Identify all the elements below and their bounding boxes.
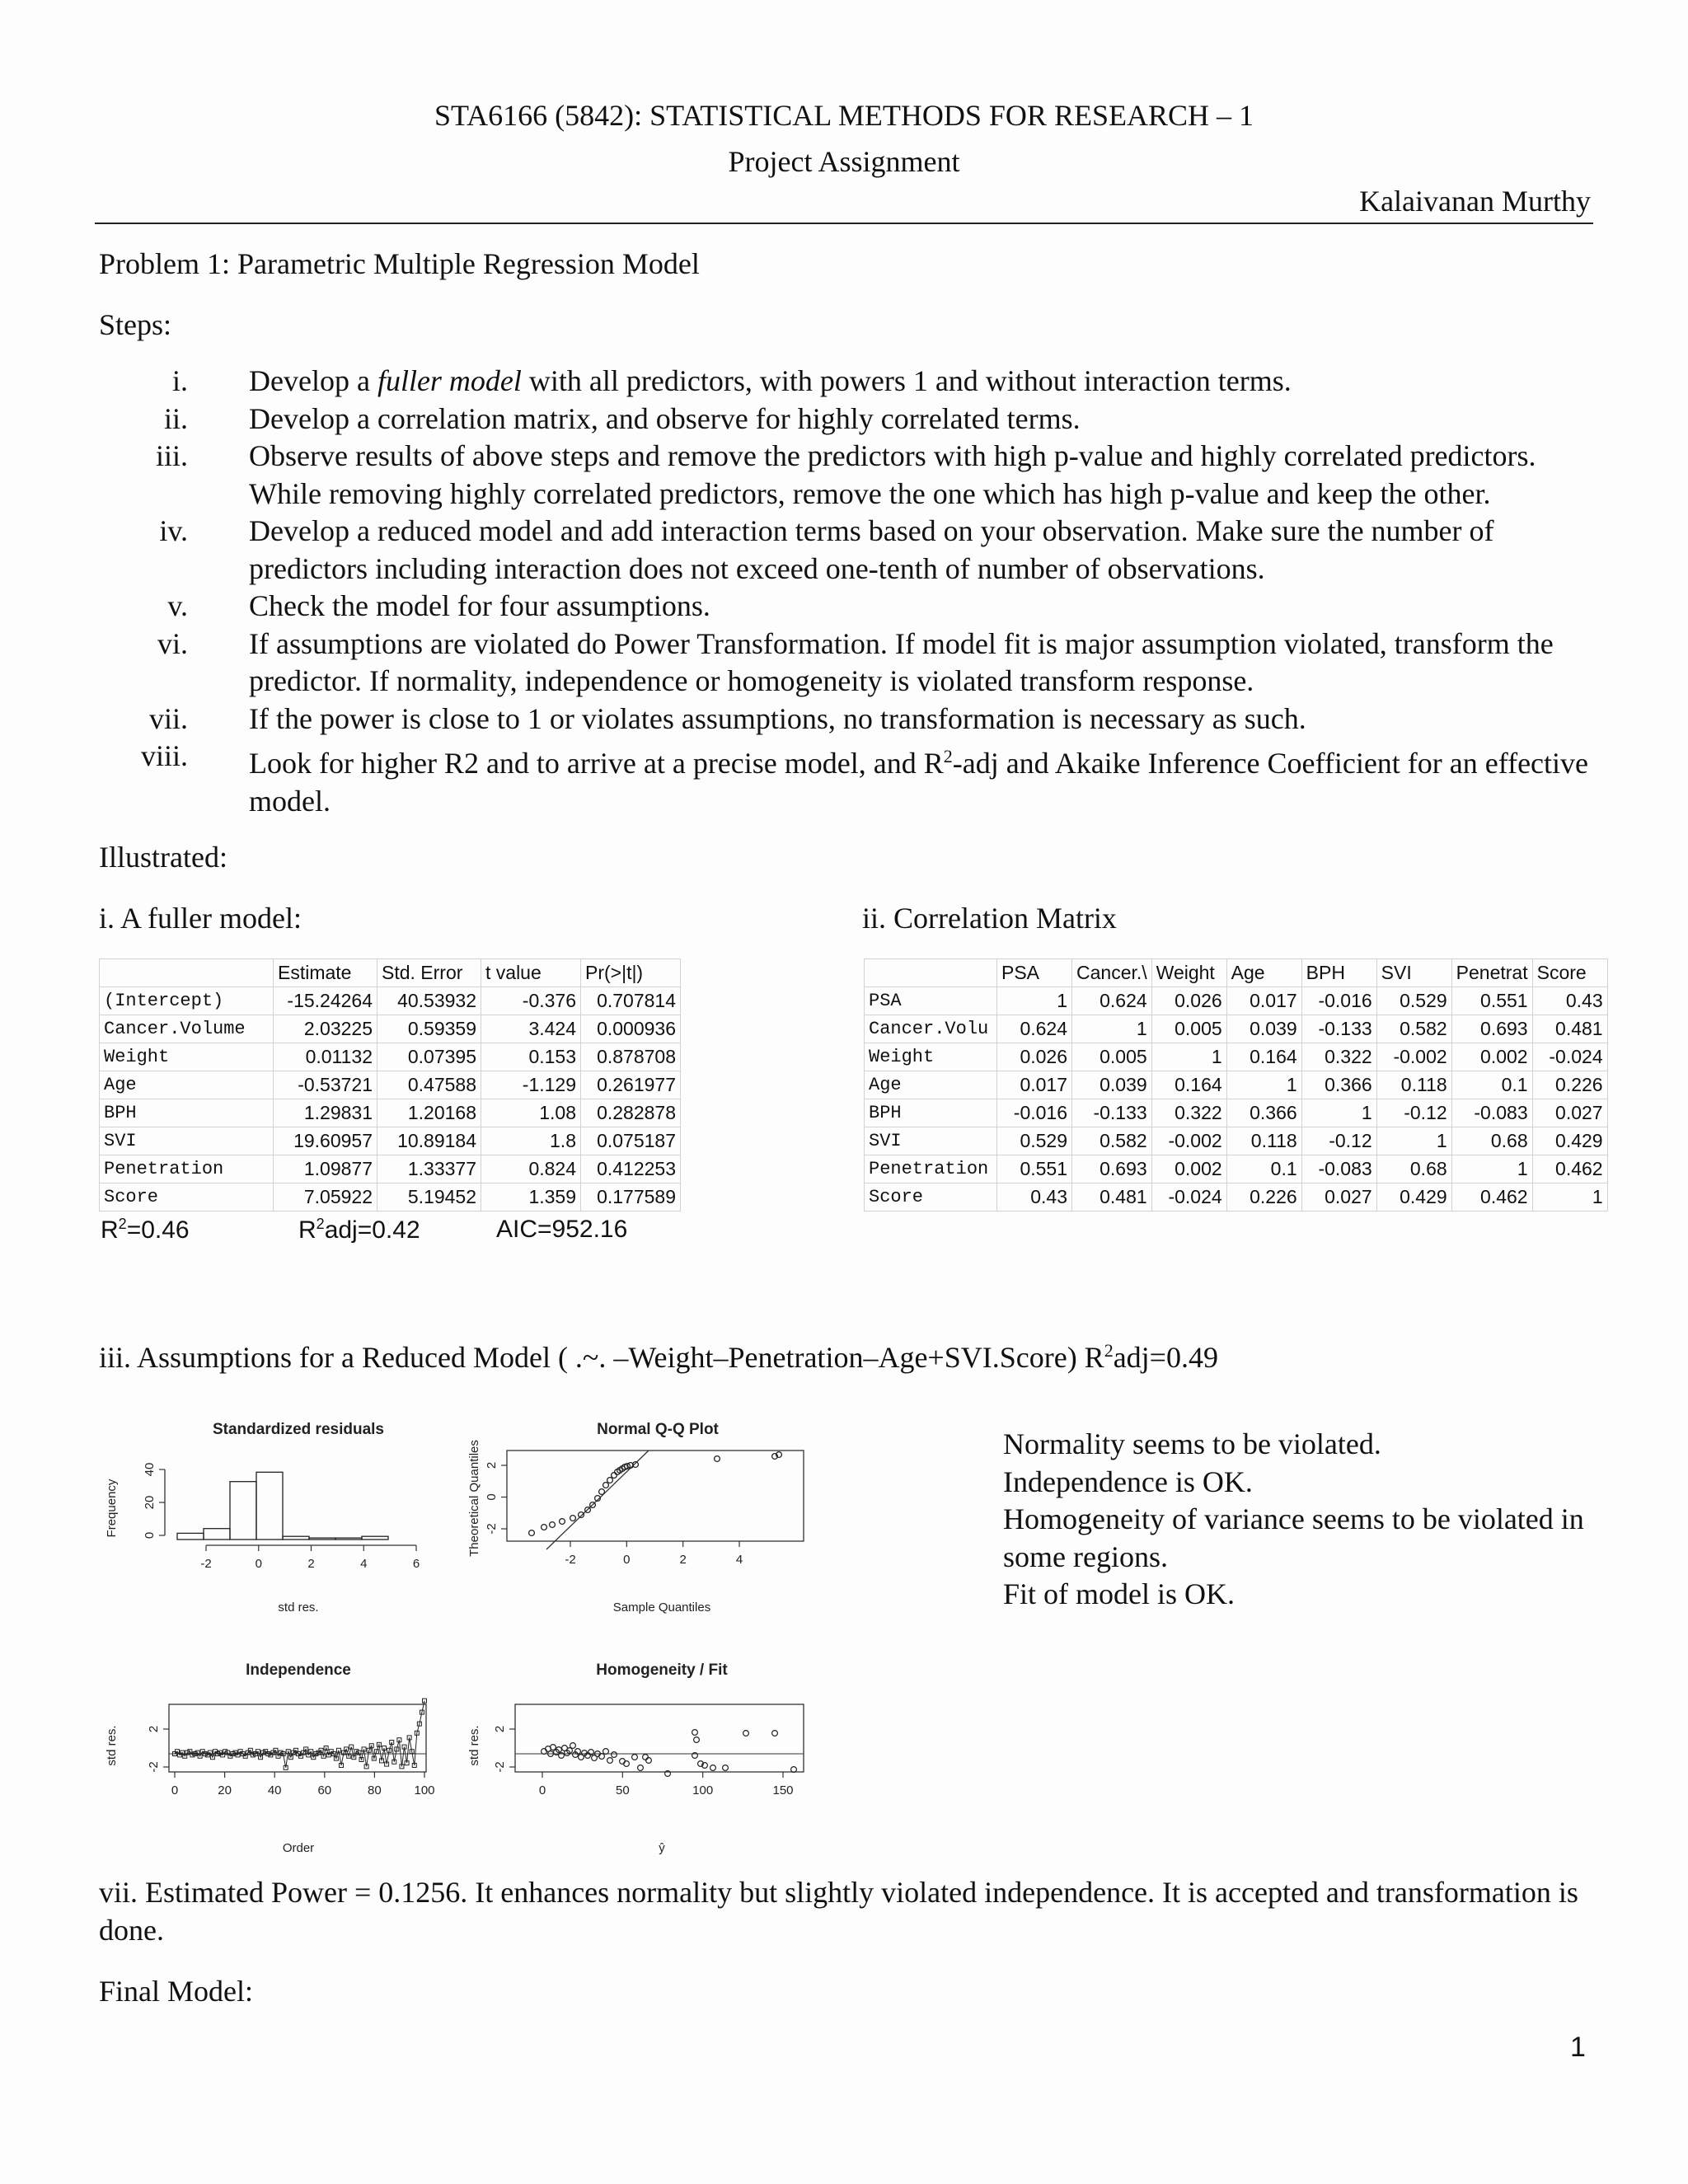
x-tick-label: 0 [538,1783,546,1797]
table-cell: 0.01132 [274,1043,377,1071]
hist-bar [177,1533,204,1540]
table-cell: 0.824 [481,1155,581,1183]
step-item: iii. Observe results of above steps and remove the predictors with high p-value and highly correlated predictors. While removing highly correlated predictors, remove the one which has high p-value and keep the other. [155,439,1536,510]
qq-point [715,1456,720,1462]
row-label: Score [100,1183,274,1212]
row-label: Weight [865,1043,997,1071]
table-cell: 0.878708 [581,1043,681,1071]
table-row [100,1071,681,1099]
table-cell: -0.53721 [274,1071,377,1099]
table-header-row: PSA Cancer.\ Weight Age BPH SVI Penetrat Score [865,959,1608,987]
table-row [100,1127,681,1155]
r2-value: $R^2=0.46$ [101,1216,190,1244]
table-cell: 0.693 [1451,1015,1532,1043]
y-tick-label: 20 [143,1495,157,1510]
homog-point [694,1737,700,1743]
table-cell: 0.707814 [581,987,681,1015]
steps-list [99,363,1599,820]
table-cell: 0.462 [1532,1155,1607,1183]
table-cell: 0.002 [1151,1155,1226,1183]
x-tick-label: 60 [317,1783,332,1797]
header-rule [95,223,1593,224]
table-cell: -0.083 [1451,1099,1532,1127]
table-cell: 0.59359 [377,1015,481,1043]
row-label: Penetration [865,1155,997,1183]
fuller-model-heading: i. A fuller model: [99,902,302,935]
table-cell: 0.005 [1072,1043,1152,1071]
table-header-row: Estimate Std. Error t value Pr(>|t|) [100,959,681,987]
y-tick-label: 0 [143,1531,157,1540]
x-tick-label: 50 [615,1783,630,1797]
y-tick-label: 2 [493,1725,507,1733]
observation-line: Independence is OK. [1003,1465,1253,1498]
table-cell: 0.68 [1376,1155,1451,1183]
table-cell: 0.693 [1072,1155,1152,1183]
table-cell: -0.016 [1301,987,1376,1015]
table-row [100,987,681,1015]
x-tick-label: 80 [368,1783,382,1797]
observation-line: Homogeneity of variance seems to be violated in some regions. [1003,1502,1584,1573]
homog-point [692,1730,698,1736]
table-cell: 1.8 [481,1127,581,1155]
table-cell: 0.226 [1532,1071,1607,1099]
table-cell: 0.529 [997,1127,1072,1155]
x-tick-label: -2 [200,1557,212,1571]
table-cell: 40.53932 [377,987,481,1015]
table-cell: 1.20168 [377,1099,481,1127]
table-cell: 0.164 [1151,1071,1226,1099]
table-cell: 0.322 [1301,1043,1376,1071]
qq-point [599,1489,605,1495]
table-cell: 0.118 [1376,1071,1451,1099]
table-row [100,1155,681,1183]
homog-ylabel: std res. [467,1725,481,1766]
observations [1003,1426,1613,1614]
table-cell: 0.153 [481,1043,581,1071]
table-cell: 0.68 [1451,1127,1532,1155]
hist-bar [256,1472,283,1540]
step-item: i. Develop a fuller model with all predictors, with powers 1 and without interaction terms. [171,364,1292,397]
hist-ylabel: Frequency [105,1479,119,1538]
final-model-label: Final Model: [99,1975,253,2008]
fuller-model-table [99,958,681,1212]
hist-bar [309,1538,335,1540]
homog-point [570,1743,576,1749]
table-cell: 0.002 [1451,1043,1532,1071]
step-item: vii. If the power is close to 1 or violates assumptions, no transformation is necessary as such. [148,701,1306,735]
table-cell: 0.075187 [581,1127,681,1155]
table-cell: 0.017 [1226,987,1301,1015]
y-tick-label: 2 [485,1461,499,1469]
table-cell: 2.03225 [274,1015,377,1043]
table-cell: 0.282878 [581,1099,681,1127]
table-cell: 1.33377 [377,1155,481,1183]
table-cell: 0.026 [997,1043,1072,1071]
table-cell: -0.002 [1376,1043,1451,1071]
table-cell: 1.359 [481,1183,581,1212]
row-label: Score [865,1183,997,1212]
x-tick-label: 40 [267,1783,282,1797]
x-tick-label: 2 [307,1557,315,1571]
table-cell: 0.412253 [581,1155,681,1183]
row-label: Weight [100,1043,274,1071]
table-cell: -15.24264 [274,987,377,1015]
row-label: Cancer.Volu [865,1015,997,1043]
table-cell: 0.027 [1301,1183,1376,1212]
table-cell: 1 [1226,1071,1301,1099]
homog-xlabel: ŷ [659,1841,665,1855]
y-tick-label: -2 [485,1523,499,1535]
table-cell: 0.1 [1451,1071,1532,1099]
table-cell: 1 [1451,1155,1532,1183]
step-item: vi. If assumptions are violated do Power Transformation. If model fit is major assumption violated, transform the predictor. If normality, independence or homogeneity is violated transform response. [157,626,1554,697]
homog-point [632,1755,638,1760]
x-tick-label: 4 [735,1553,743,1567]
table-cell: 10.89184 [377,1127,481,1155]
qq-ylabel: Theoretical Quantiles [467,1440,481,1557]
homog-point [612,1752,617,1758]
homog-point [646,1758,652,1764]
r2adj-value: $R^2adj=0.42$ [298,1216,420,1244]
homog-point [772,1731,778,1736]
table-cell: -1.129 [481,1071,581,1099]
row-label: BPH [100,1099,274,1127]
x-tick-label: 0 [255,1557,262,1571]
table-row [100,1183,681,1212]
indep-ylabel: std res. [105,1725,119,1766]
step-item: viii. Look for higher R2 and to arrive at a precise model, and $R^2$-adj and Akaike Inference Coefficient for an effective model. [140,739,1589,818]
table-row [100,1015,681,1043]
qq-point [570,1516,576,1521]
problem-heading: Problem 1: Parametric Multiple Regression Model [99,247,700,280]
table-cell: 1 [1301,1099,1376,1127]
table-row [865,1183,1608,1212]
qq-point [542,1525,547,1530]
hist-bar [230,1482,256,1540]
table-cell: 1.29831 [274,1099,377,1127]
table-cell: 0.429 [1376,1183,1451,1212]
x-tick-label: 100 [414,1783,435,1797]
table-cell: 0.017 [997,1071,1072,1099]
homog-title: Homogeneity / Fit [596,1661,728,1679]
illustrated-label: Illustrated: [99,841,227,874]
observation-line: Fit of model is OK. [1003,1577,1236,1610]
qq-point [603,1483,609,1488]
row-label: Age [865,1071,997,1099]
table-row [865,1071,1608,1099]
row-label: BPH [865,1099,997,1127]
table-cell: 5.19452 [377,1183,481,1212]
table-cell: -0.133 [1301,1015,1376,1043]
table-cell: 0.582 [1072,1127,1152,1155]
table-cell: -0.12 [1376,1099,1451,1127]
assumptions-heading: iii. Assumptions for a Reduced Model ( .~. –Weight–Penetration–Age+SVI.Score) $R^2adj=0.49$ [99,1340,1218,1374]
author: Kalaivanan Murthy [1359,185,1591,218]
table-cell: 0.551 [1451,987,1532,1015]
hist-axes [165,1469,416,1545]
table-cell: -0.12 [1301,1127,1376,1155]
table-cell: 0.429 [1532,1127,1607,1155]
homog-point [743,1731,749,1736]
x-tick-label: 2 [679,1553,687,1567]
table-cell: 1 [997,987,1072,1015]
table-cell: 0.481 [1532,1015,1607,1043]
table-cell: 0.177589 [581,1183,681,1212]
indep-xlabel: Order [282,1841,315,1855]
aic-value: AIC=952.16 [496,1216,628,1243]
x-tick-label: 6 [412,1557,420,1571]
table-cell: 0.529 [1376,987,1451,1015]
homog-point [723,1765,729,1771]
table-cell: 0.624 [1072,987,1152,1015]
row-label: Penetration [100,1155,274,1183]
hist-bar [283,1536,309,1540]
qq-point [607,1478,613,1483]
x-tick-label: -2 [565,1553,576,1567]
hist-title: Standardized residuals [212,1421,385,1438]
table-cell: 0.026 [1151,987,1226,1015]
table-row [100,1099,681,1127]
x-tick-label: 100 [692,1783,714,1797]
table-cell: 1.09877 [274,1155,377,1183]
row-label: SVI [100,1127,274,1155]
table-cell: 0.481 [1072,1183,1152,1212]
table-cell: 3.424 [481,1015,581,1043]
table-cell: 0.039 [1072,1071,1152,1099]
homog-point [710,1765,716,1771]
table-cell: 1 [1376,1127,1451,1155]
table-cell: 0.366 [1226,1099,1301,1127]
x-tick-label: 150 [772,1783,794,1797]
table-cell: -0.133 [1072,1099,1152,1127]
homog-point [643,1755,649,1760]
table-cell: 0.261977 [581,1071,681,1099]
table-row [865,1155,1608,1183]
y-tick-label: 40 [143,1462,157,1477]
table-cell: -0.016 [997,1099,1072,1127]
step-item: iv. Develop a reduced model and add interaction terms based on your observation. Make sure the number of predictors including interaction does not exceed one-tenth of number of observations. [159,514,1494,585]
table-cell: 0.582 [1376,1015,1451,1043]
steps-label: Steps: [99,308,172,341]
correlation-heading: ii. Correlation Matrix [862,902,1117,935]
homog-frame [515,1704,804,1772]
table-cell: 1 [1151,1043,1226,1071]
qq-point [550,1522,556,1528]
table-cell: -0.024 [1151,1183,1226,1212]
table-cell: 0.039 [1226,1015,1301,1043]
qq-point [560,1519,565,1525]
row-label: Cancer.Volume [100,1015,274,1043]
table-cell: 0.43 [1532,987,1607,1015]
x-tick-label: 0 [623,1553,631,1567]
table-cell: 1.08 [481,1099,581,1127]
y-tick-label: -2 [147,1761,161,1773]
table-cell: 0.551 [997,1155,1072,1183]
qq-xlabel: Sample Quantiles [612,1601,711,1615]
table-cell: 0.322 [1151,1099,1226,1127]
qq-point [579,1512,584,1518]
row-label: PSA [865,987,997,1015]
x-tick-label: 20 [218,1783,232,1797]
observation-line: Normality seems to be violated. [1003,1427,1381,1460]
y-tick-label: 0 [485,1493,499,1501]
page-number: 1 [1570,2032,1586,2063]
table-cell: 1 [1532,1183,1607,1212]
table-cell: -0.083 [1301,1155,1376,1183]
table-cell: -0.376 [481,987,581,1015]
table-cell: 19.60957 [274,1127,377,1155]
hist-bar [335,1538,362,1540]
table-cell: -0.002 [1151,1127,1226,1155]
table-row [865,1015,1608,1043]
course-title: STA6166 (5842): STATISTICAL METHODS FOR RESEARCH – 1 [434,99,1254,132]
table-cell: 0.000936 [581,1015,681,1043]
diagnostic-plots [95,1401,820,1863]
step-item: v. Check the model for four assumptions. [167,589,710,622]
table-cell: 0.1 [1226,1155,1301,1183]
row-label: SVI [865,1127,997,1155]
table-cell: 0.226 [1226,1183,1301,1212]
hist-bar [204,1529,230,1540]
row-label: (Intercept) [100,987,274,1015]
table-cell: 0.027 [1532,1099,1607,1127]
table-cell: 7.05922 [274,1183,377,1212]
table-row [865,1043,1608,1071]
hist-xlabel: std res. [278,1601,319,1615]
table-cell: 0.07395 [377,1043,481,1071]
homog-point [607,1758,613,1764]
table-row [865,1099,1608,1127]
power-text: vii. Estimated Power = 0.1256. It enhances normality but slightly violated independence. It is accepted and transformation is done. [99,1876,1578,1947]
table-row [865,1127,1608,1155]
x-tick-label: 0 [171,1783,179,1797]
table-cell: 0.118 [1226,1127,1301,1155]
table-cell: 0.005 [1151,1015,1226,1043]
table-cell: 0.43 [997,1183,1072,1212]
table-row [865,987,1608,1015]
table-cell: 0.366 [1301,1071,1376,1099]
table-cell: 0.164 [1226,1043,1301,1071]
row-label: Age [100,1071,274,1099]
indep-title: Independence [246,1661,351,1679]
subtitle: Project Assignment [728,145,960,178]
table-cell: 0.624 [997,1015,1072,1043]
correlation-table [864,958,1608,1212]
table-cell: 1 [1072,1015,1152,1043]
homog-point [603,1749,609,1755]
x-tick-label: 4 [360,1557,368,1571]
y-tick-label: -2 [493,1761,507,1773]
qq-point [529,1530,535,1536]
step-item: ii. Develop a correlation matrix, and observe for highly correlated terms. [163,401,1081,435]
table-row [100,1043,681,1071]
hist-bar [362,1536,388,1540]
table-cell: -0.024 [1532,1043,1607,1071]
homog-point [638,1765,644,1771]
y-tick-label: 2 [147,1725,161,1733]
qq-title: Normal Q-Q Plot [597,1421,719,1438]
table-cell: 0.462 [1451,1183,1532,1212]
qq-point [612,1473,617,1479]
table-cell: 0.47588 [377,1071,481,1099]
